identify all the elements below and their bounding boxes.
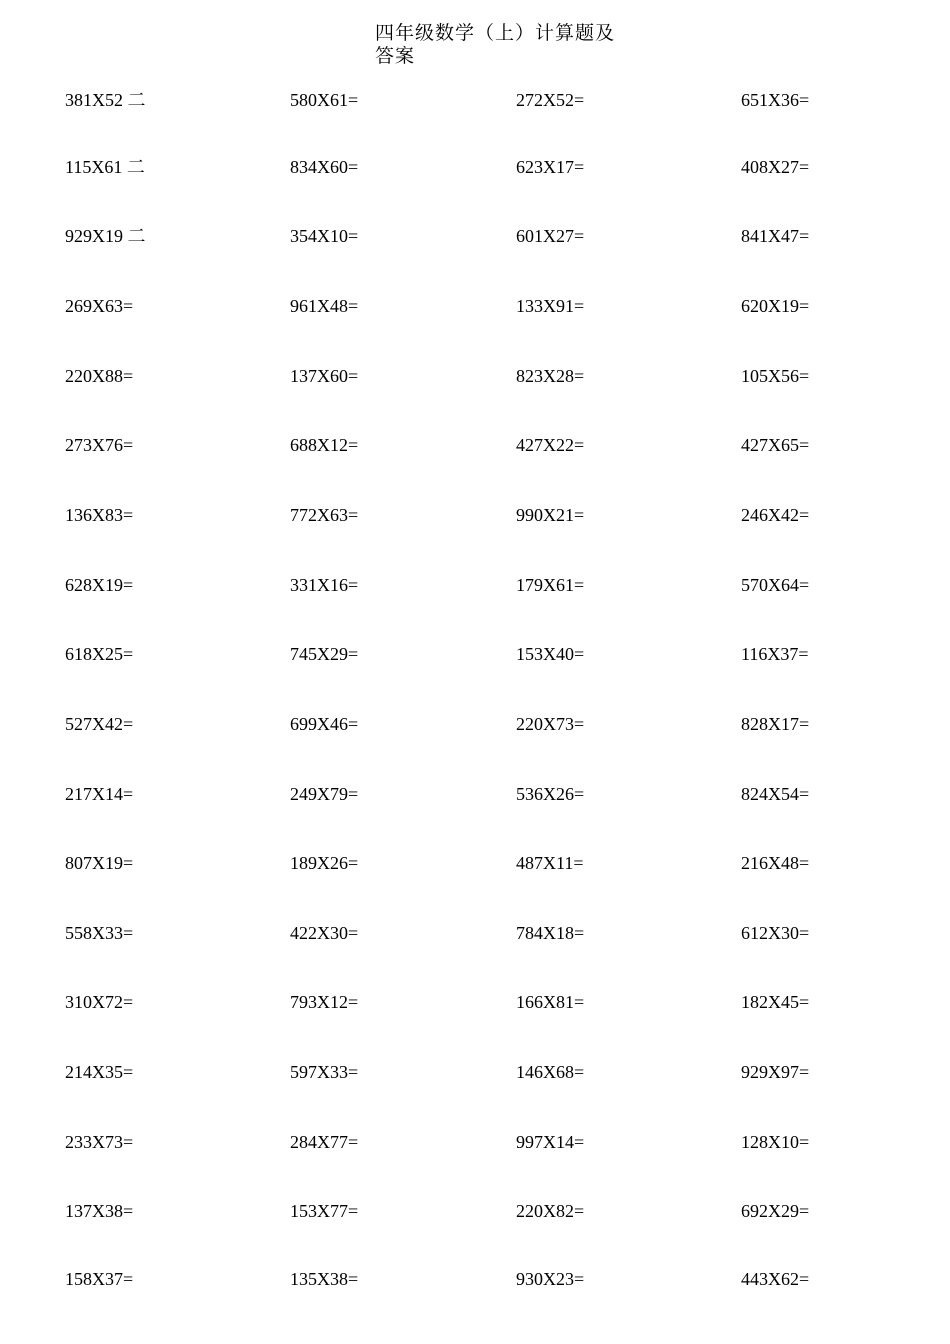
problem-item: 422X30= (290, 923, 359, 943)
problem-item: 618X25= (65, 644, 134, 664)
problem-item: 408X27= (741, 157, 810, 177)
problem-item: 179X61= (516, 575, 585, 595)
problem-item: 135X38= (290, 1269, 359, 1289)
problem-item: 137X60= (290, 366, 359, 386)
problem-item: 692X29= (741, 1201, 810, 1221)
problem-item: 153X77= (290, 1201, 359, 1221)
problem-item: 216X48= (741, 853, 810, 873)
problem-item: 570X64= (741, 575, 810, 595)
problem-item: 246X42= (741, 505, 810, 525)
problem-item: 597X33= (290, 1062, 359, 1082)
problem-item: 558X33= (65, 923, 134, 943)
problem-item: 220X88= (65, 366, 134, 386)
problem-item: 824X54= (741, 784, 810, 804)
problem-item: 772X63= (290, 505, 359, 525)
page-title: 四年级数学（上）计算题及答案 (375, 22, 616, 67)
problem-item: 536X26= (516, 784, 585, 804)
problem-item: 217X14= (65, 784, 134, 804)
problem-item: 146X68= (516, 1062, 585, 1082)
problem-item: 427X22= (516, 435, 585, 455)
problem-item: 249X79= (290, 784, 359, 804)
problem-item: 272X52= (516, 90, 585, 110)
problem-item: 990X21= (516, 505, 585, 525)
problem-item: 105X56= (741, 366, 810, 386)
problem-item: 620X19= (741, 296, 810, 316)
problem-item: 136X83= (65, 505, 134, 525)
problem-item: 828X17= (741, 714, 810, 734)
problem-item: 128X10= (741, 1132, 810, 1152)
problem-item: 166X81= (516, 992, 585, 1012)
problem-item: 623X17= (516, 157, 585, 177)
problem-item: 182X45= (741, 992, 810, 1012)
problem-item: 628X19= (65, 575, 134, 595)
problem-item: 153X40= (516, 644, 585, 664)
problem-item: 310X72= (65, 992, 134, 1012)
problem-item: 116X37= (741, 644, 809, 664)
problem-item: 784X18= (516, 923, 585, 943)
problem-item: 354X10= (290, 226, 359, 246)
problem-item: 580X61= (290, 90, 359, 110)
problem-item: 284X77= (290, 1132, 359, 1152)
problem-item: 158X37= (65, 1269, 134, 1289)
problem-item: 841X47= (741, 226, 810, 246)
problem-item: 793X12= (290, 992, 359, 1012)
problem-item: 688X12= (290, 435, 359, 455)
problem-item: 133X91= (516, 296, 585, 316)
problem-item: 331X16= (290, 575, 359, 595)
problem-item: 601X27= (516, 226, 585, 246)
problem-item: 115X61 二 (65, 157, 145, 178)
problem-item: 269X63= (65, 296, 134, 316)
problem-item: 137X38= (65, 1201, 134, 1221)
problem-item: 997X14= (516, 1132, 585, 1152)
problem-item: 699X46= (290, 714, 359, 734)
problem-item: 214X35= (65, 1062, 134, 1082)
problem-item: 527X42= (65, 714, 134, 734)
problem-item: 273X76= (65, 435, 134, 455)
problem-item: 930X23= (516, 1269, 585, 1289)
problem-item: 834X60= (290, 157, 359, 177)
problem-item: 651X36= (741, 90, 810, 110)
problem-item: 189X26= (290, 853, 359, 873)
problem-item: 233X73= (65, 1132, 134, 1152)
problem-item: 823X28= (516, 366, 585, 386)
problem-item: 961X48= (290, 296, 359, 316)
problem-item: 745X29= (290, 644, 359, 664)
problem-item: 807X19= (65, 853, 134, 873)
problem-item: 929X97= (741, 1062, 810, 1082)
problem-item: 929X19 二 (65, 226, 146, 247)
problem-item: 381X52 二 (65, 90, 146, 111)
problem-item: 427X65= (741, 435, 810, 455)
problem-item: 612X30= (741, 923, 810, 943)
problem-item: 220X82= (516, 1201, 585, 1221)
problem-item: 443X62= (741, 1269, 810, 1289)
problem-item: 220X73= (516, 714, 585, 734)
problem-item: 487X11= (516, 853, 584, 873)
